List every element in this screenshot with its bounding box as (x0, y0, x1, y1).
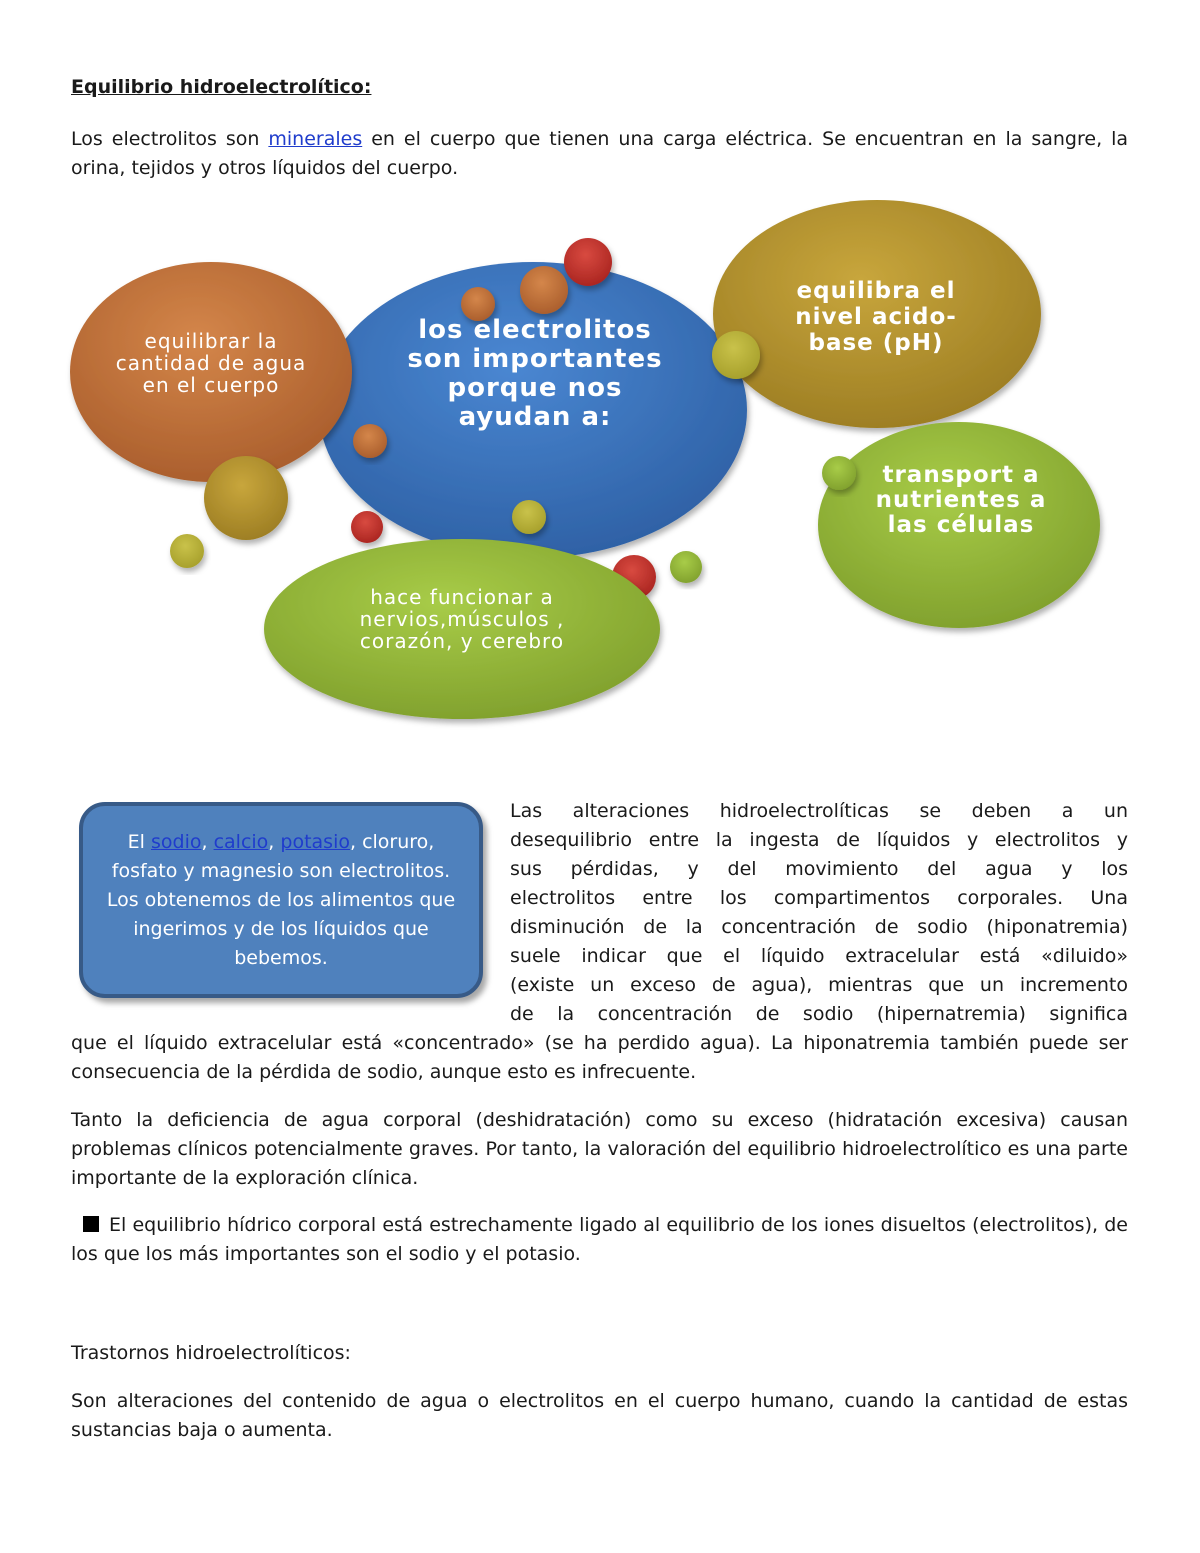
info-text: , (201, 830, 214, 853)
small-bubble-red (351, 511, 383, 543)
bubble-ph-balance-text: equilibra el nivel acido-base (pH) (795, 278, 957, 356)
electrolytes-info-box (79, 802, 483, 998)
info-box-text (97, 828, 465, 973)
alteraciones-line: sus pérdidas, y del movimiento del agua y los (510, 858, 1128, 880)
small-bubble-orange (520, 266, 568, 314)
info-text: El (127, 830, 151, 853)
alteraciones-line: Las alteraciones hidroelectrolíticas se deben a un (510, 800, 1128, 822)
alteraciones-line: de la concentración de sodio (hipernatremia) significa (510, 1003, 1128, 1025)
minerales-link[interactable]: minerales (268, 128, 363, 150)
trastornos-heading: Trastornos hidroelectrolíticos: (71, 1342, 351, 1364)
bubble-diagram (0, 200, 1200, 760)
center-bubble-text: los electrolitos son importantes porque nos ayudan a: (407, 315, 663, 432)
info-text: , cloruro, fosfato y magnesio son electrolitos. Los obtenemos de los alimentos que ingerimos y de los líquidos que bebemos. (106, 830, 456, 969)
small-bubble-yellow (712, 331, 760, 379)
deficiencia-paragraph: Tanto la deficiencia de agua corporal (deshidratación) como su exceso (hidratación excesiva) causan problemas clínicos potencialmente graves. Por tanto, la valoración del equilibrio hidroelectrolítico es una parte importante de la exploración clínica. (71, 1109, 1128, 1189)
bullet-paragraph (71, 1211, 1128, 1269)
small-bubble-gold (204, 456, 288, 540)
alteraciones-line: (existe un exceso de agua), mientras que un incremento (510, 974, 1128, 996)
small-bubble-yellow (512, 500, 546, 534)
alteraciones-line: suele indicar que el líquido extracelular está «diluido» (510, 945, 1128, 967)
bubble-water-balance-text: equilibrar la cantidad de agua en el cuerpo (115, 329, 307, 397)
bullet-text: El equilibrio hídrico corporal está estrechamente ligado al equilibrio de los iones disueltos (electrolitos), de los que los más importantes son el sodio y el potasio. (71, 1214, 1128, 1265)
alteraciones-line: disminución de la concentración de sodio (hiponatremia) (510, 916, 1128, 938)
intro-text-before: Los electrolitos son (71, 128, 269, 150)
document-title: Equilibrio hidroelectrolítico: (71, 76, 372, 98)
alteraciones-continuation: que el líquido extracelular está «concentrado» (se ha perdido agua). La hiponatremia también puede ser consecuencia de la pérdida de sodio, aunque esto es infrecuente. (71, 1032, 1128, 1083)
alteraciones-line: electrolitos entre los compartimentos corporales. Una (510, 887, 1128, 909)
small-bubble-green (670, 551, 702, 583)
small-bubble-yellow (170, 534, 204, 568)
alteraciones-line: desequilibrio entre la ingesta de líquidos y electrolitos y (510, 829, 1128, 851)
small-bubble-red (564, 238, 612, 286)
intro-paragraph (71, 125, 1128, 183)
info-text: , (268, 830, 281, 853)
calcio-link[interactable]: calcio (213, 830, 269, 853)
trastornos-paragraph: Son alteraciones del contenido de agua o electrolitos en el cuerpo humano, cuando la cantidad de estas sustancias baja o aumenta. (71, 1390, 1128, 1441)
small-bubble-orange (353, 424, 387, 458)
small-bubble-green (822, 456, 856, 490)
potasio-link[interactable]: potasio (280, 830, 350, 853)
bubble-nutrients-text: transport a nutrientes a las células (875, 462, 1047, 538)
bubble-nerves-text: hace funcionar a nervios,músculos , corazón, y cerebro (359, 585, 565, 653)
intro-text-after: en el cuerpo que tienen una carga eléctrica. Se encuentran en la sangre, la orina, tejidos y otros líquidos del cuerpo. (71, 128, 1129, 179)
square-bullet-icon (83, 1216, 99, 1232)
sodio-link[interactable]: sodio (150, 830, 202, 853)
